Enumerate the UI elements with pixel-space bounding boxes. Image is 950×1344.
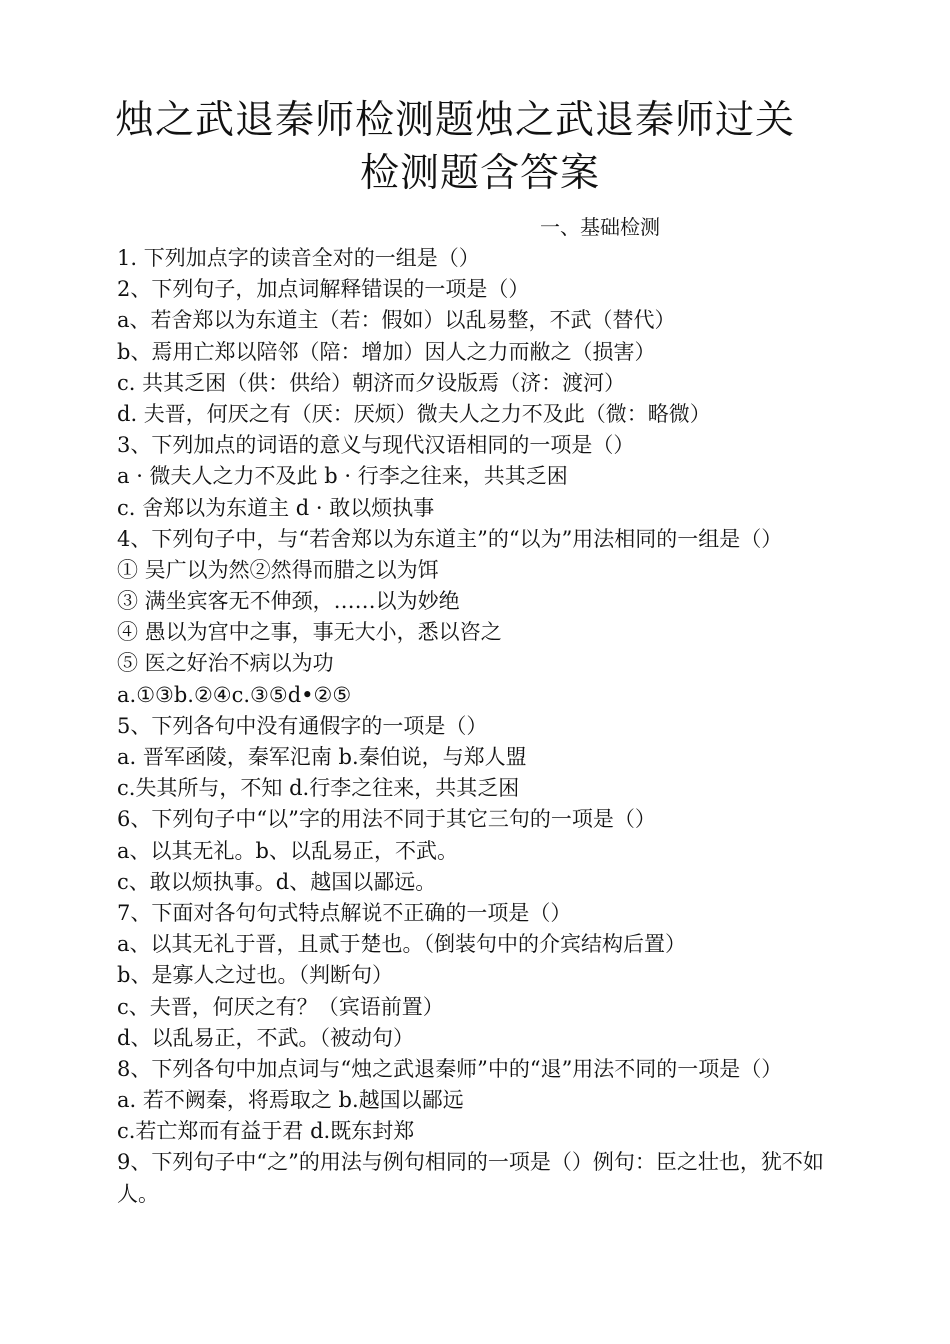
- option-line: ④ 愚以为宫中之事，事无大小，悉以咨之: [117, 620, 502, 645]
- question-list: [117, 243, 877, 1210]
- question-6: 6、下列句子中“以”字的用法不同于其它三句的一项是（）: [117, 807, 656, 832]
- document-title-line-1: 烛之武退秦师检测题烛之武退秦师过关: [114, 98, 795, 143]
- option-line: a、若舍郑以为东道主（若：假如）以乱易整，不武（替代）: [117, 308, 676, 333]
- option-line: d、以乱易正，不武。（被动句）: [117, 1025, 414, 1050]
- option-line: c.若亡郑而有益于君 d.既东封郑: [117, 1119, 415, 1144]
- option-line: a. 晋军函陵，秦军氾南 b.秦伯说，与郑人盟: [117, 745, 527, 769]
- document-title-line-2: 检测题含答案: [359, 151, 600, 196]
- question-4: 4、下列句子中，与“若舍郑以为东道主”的“以为”用法相同的一组是（）: [117, 526, 783, 551]
- question-2: 2、下列句子，加点词解释错误的一项是（）: [117, 277, 530, 302]
- question-8: 8、下列各句中加点词与“烛之武退秦师”中的“退”用法不同的一项是（）: [117, 1056, 783, 1081]
- question-9: 9、下列句子中“之”的用法与例句相同的一项是（）例句：臣之壮也，犹不如人。: [117, 1150, 824, 1206]
- question-5: 5、下列各句中没有通假字的一项是（）: [117, 713, 488, 738]
- option-line: a. 若不阙秦，将焉取之 b.越国以鄙远: [117, 1088, 464, 1113]
- option-line: b、焉用亡郑以陪邻（陪：增加）因人之力而敝之（损害）: [117, 339, 656, 364]
- option-line: a.①③b.②④c.③⑤d•②⑤: [117, 682, 352, 707]
- option-line: ③ 满坐宾客无不伸颈，……以为妙绝: [117, 589, 460, 614]
- option-line: c.失其所与，不知 d.行李之往来，共其乏困: [117, 776, 520, 801]
- option-line: ① 吴广以为然②然得而腊之以为饵: [117, 557, 439, 582]
- question-1: 1. 下列加点字的读音全对的一组是（）: [117, 246, 480, 270]
- option-line: d. 夫晋，何厌之有（厌：厌烦）微夫人之力不及此（微：略微）: [117, 401, 711, 426]
- option-line: c、夫晋，何厌之有？（宾语前置）: [117, 994, 444, 1019]
- option-line: ⑤ 医之好治不病以为功: [117, 651, 334, 676]
- question-3: 3、下列加点的词语的意义与现代汉语相同的一项是（）: [117, 433, 635, 458]
- option-line: a、以其无礼于晋，且贰于楚也。（倒装句中的介宾结构后置）: [117, 932, 687, 957]
- option-line: c、敢以烦执事。d、越国以鄙远。: [117, 869, 437, 894]
- option-line: a、以其无礼。b、以乱易正，不武。: [117, 838, 458, 863]
- option-line: a · 微夫人之力不及此 b · 行李之往来，共其乏困: [117, 464, 568, 489]
- option-line: b、是寡人之过也。（判断句）: [117, 963, 393, 988]
- section-heading: 一、基础检测: [540, 215, 660, 239]
- option-line: c. 共其乏困（供：供给）朝济而夕设版焉（济：渡河）: [117, 370, 626, 395]
- question-7: 7、下面对各句句式特点解说不正确的一项是（）: [117, 900, 572, 925]
- option-line: c. 舍郑以为东道主 d · 敢以烦执事: [117, 495, 435, 520]
